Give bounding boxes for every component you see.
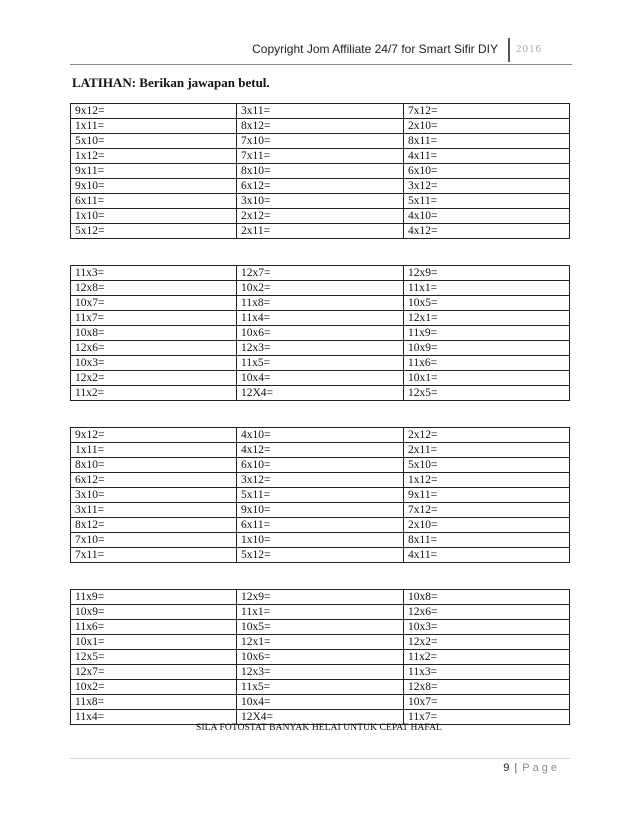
problem-cell: 11x8= [237, 296, 404, 311]
table-row [71, 104, 570, 119]
problem-cell: 4x11= [404, 149, 570, 164]
problem-cell: 12x3= [237, 341, 404, 356]
table-row [71, 680, 570, 695]
problem-cell: 10x1= [404, 371, 570, 386]
problem-cell: 9x10= [237, 503, 404, 518]
problem-cell: 4x10= [404, 209, 570, 224]
page-number: 9 [503, 762, 511, 774]
problem-cell: 10x8= [404, 590, 570, 605]
header-year: 2016 [516, 43, 542, 55]
problem-cell: 2x12= [404, 428, 570, 443]
problem-cell: 11x5= [237, 680, 404, 695]
table-row [71, 281, 570, 296]
problem-cell: 2x11= [237, 224, 404, 239]
problem-cell: 3x12= [237, 473, 404, 488]
problem-cell: 7x12= [404, 104, 570, 119]
problem-cell: 2x11= [404, 443, 570, 458]
table-row [71, 134, 570, 149]
problem-cell: 12x1= [237, 635, 404, 650]
problem-cell: 10x6= [237, 650, 404, 665]
table-row [71, 443, 570, 458]
problem-cell: 3x10= [237, 194, 404, 209]
table-row [71, 311, 570, 326]
problem-cell: 11x3= [71, 266, 237, 281]
problem-cell: 9x11= [71, 164, 237, 179]
table-row [71, 428, 570, 443]
problem-cell: 4x12= [237, 443, 404, 458]
problem-cell: 6x12= [237, 179, 404, 194]
worksheet-table-3 [70, 427, 570, 563]
problem-cell: 5x12= [237, 548, 404, 563]
problem-cell: 12x7= [237, 266, 404, 281]
problem-cell: 9x12= [71, 428, 237, 443]
table-row [71, 533, 570, 548]
page-header [0, 38, 638, 66]
table-row [71, 296, 570, 311]
problem-cell: 10x9= [404, 341, 570, 356]
table-row [71, 209, 570, 224]
table-row [71, 548, 570, 563]
problem-cell: 9x11= [404, 488, 570, 503]
problem-cell: 10x5= [404, 296, 570, 311]
worksheet-table-2 [70, 265, 570, 401]
table-row [71, 386, 570, 401]
problem-cell: 11x6= [71, 620, 237, 635]
problem-cell: 10x2= [71, 680, 237, 695]
problem-cell: 10x3= [404, 620, 570, 635]
table-row [71, 194, 570, 209]
problem-cell: 11x1= [404, 281, 570, 296]
problem-cell: 8x11= [404, 134, 570, 149]
problem-cell: 1x11= [71, 443, 237, 458]
problem-cell: 11x4= [237, 311, 404, 326]
problem-cell: 5x10= [404, 458, 570, 473]
table-row [71, 590, 570, 605]
problem-cell: 12x9= [404, 266, 570, 281]
problem-cell: 12x7= [71, 665, 237, 680]
problem-cell: 7x12= [404, 503, 570, 518]
problem-cell: 1x10= [237, 533, 404, 548]
table-row [71, 503, 570, 518]
problem-cell: 9x12= [71, 104, 237, 119]
worksheet-table-4 [70, 589, 570, 725]
table-row [71, 695, 570, 710]
table-row [71, 458, 570, 473]
exercise-heading: LATIHAN: Berikan jawapan betul. [72, 75, 270, 90]
problem-cell: 1x10= [71, 209, 237, 224]
table-row [71, 224, 570, 239]
problem-cell: 4x12= [404, 224, 570, 239]
table-row [71, 488, 570, 503]
table-row [71, 473, 570, 488]
problem-cell: 12x5= [404, 386, 570, 401]
problem-cell: 10x7= [71, 296, 237, 311]
problem-cell: 10x1= [71, 635, 237, 650]
problem-cell: 1x12= [404, 473, 570, 488]
table-row [71, 341, 570, 356]
header-title: Copyright Jom Affiliate 24/7 for Smart Sifir DIY [252, 42, 498, 56]
problem-cell: 8x10= [71, 458, 237, 473]
problem-cell: 12x2= [71, 371, 237, 386]
problem-cell: 12X4= [237, 386, 404, 401]
table-row [71, 605, 570, 620]
problem-cell: 10x2= [237, 281, 404, 296]
problem-cell: 8x11= [404, 533, 570, 548]
table-row [71, 266, 570, 281]
table-row [71, 326, 570, 341]
problem-cell: 1x12= [71, 149, 237, 164]
problem-cell: 11x9= [71, 590, 237, 605]
problem-cell: 12X4= [237, 710, 404, 725]
problem-cell: 5x11= [404, 194, 570, 209]
table-row [71, 149, 570, 164]
problem-cell: 12x9= [237, 590, 404, 605]
page-footer [503, 762, 560, 774]
table-row [71, 119, 570, 134]
problem-cell: 11x3= [404, 665, 570, 680]
problem-cell: 11x2= [404, 650, 570, 665]
header-separator [508, 38, 510, 62]
table-row [71, 620, 570, 635]
problem-cell: 8x12= [237, 119, 404, 134]
header-rule [70, 64, 572, 65]
table-row [71, 635, 570, 650]
table-row [71, 371, 570, 386]
problem-cell: 6x11= [71, 194, 237, 209]
problem-cell: 5x11= [237, 488, 404, 503]
table-row [71, 356, 570, 371]
problem-cell: 10x4= [237, 371, 404, 386]
problem-cell: 11x7= [404, 710, 570, 725]
problem-cell: 4x11= [404, 548, 570, 563]
problem-cell: 1x11= [71, 119, 237, 134]
problem-cell: 8x10= [237, 164, 404, 179]
problem-cell: 6x11= [237, 518, 404, 533]
problem-cell: 10x9= [71, 605, 237, 620]
problem-cell: 7x11= [71, 548, 237, 563]
problem-cell: 10x7= [404, 695, 570, 710]
problem-cell: 11x4= [71, 710, 237, 725]
problem-cell: 3x12= [404, 179, 570, 194]
worksheet-table-1 [70, 103, 570, 239]
problem-cell: 6x10= [237, 458, 404, 473]
problem-cell: 8x12= [71, 518, 237, 533]
footer-separator: | [514, 762, 519, 774]
problem-cell: 10x4= [237, 695, 404, 710]
problem-cell: 12x6= [71, 341, 237, 356]
problem-cell: 5x10= [71, 134, 237, 149]
problem-cell: 10x5= [237, 620, 404, 635]
problem-cell: 10x8= [71, 326, 237, 341]
problem-cell: 6x12= [71, 473, 237, 488]
problem-cell: 11x9= [404, 326, 570, 341]
problem-cell: 7x10= [71, 533, 237, 548]
problem-cell: 12x8= [404, 680, 570, 695]
problem-cell: 7x10= [237, 134, 404, 149]
problem-cell: 3x10= [71, 488, 237, 503]
problem-cell: 12x3= [237, 665, 404, 680]
table-row [71, 665, 570, 680]
problem-cell: 2x12= [237, 209, 404, 224]
problem-cell: 12x1= [404, 311, 570, 326]
problem-cell: 9x10= [71, 179, 237, 194]
problem-cell: 11x5= [237, 356, 404, 371]
problem-cell: 12x6= [404, 605, 570, 620]
page-label: Page [522, 762, 560, 774]
table-row [71, 650, 570, 665]
problem-cell: 5x12= [71, 224, 237, 239]
problem-cell: 11x2= [71, 386, 237, 401]
table-row [71, 518, 570, 533]
problem-cell: 11x6= [404, 356, 570, 371]
problem-cell: 11x7= [71, 311, 237, 326]
problem-cell: 10x6= [237, 326, 404, 341]
problem-cell: 2x10= [404, 518, 570, 533]
problem-cell: 10x3= [71, 356, 237, 371]
problem-cell: 4x10= [237, 428, 404, 443]
problem-cell: 3x11= [237, 104, 404, 119]
problem-cell: 11x8= [71, 695, 237, 710]
problem-cell: 11x1= [237, 605, 404, 620]
table-row [71, 179, 570, 194]
problem-cell: 2x10= [404, 119, 570, 134]
problem-cell: 12x5= [71, 650, 237, 665]
photocopy-note: SILA FOTOSTAT BANYAK HELAI UNTUK CEPAT HAFAL [196, 723, 442, 733]
problem-cell: 12x2= [404, 635, 570, 650]
problem-cell: 7x11= [237, 149, 404, 164]
problem-cell: 3x11= [71, 503, 237, 518]
problem-cell: 6x10= [404, 164, 570, 179]
footer-rule [70, 758, 570, 759]
problem-cell: 12x8= [71, 281, 237, 296]
table-row [71, 164, 570, 179]
